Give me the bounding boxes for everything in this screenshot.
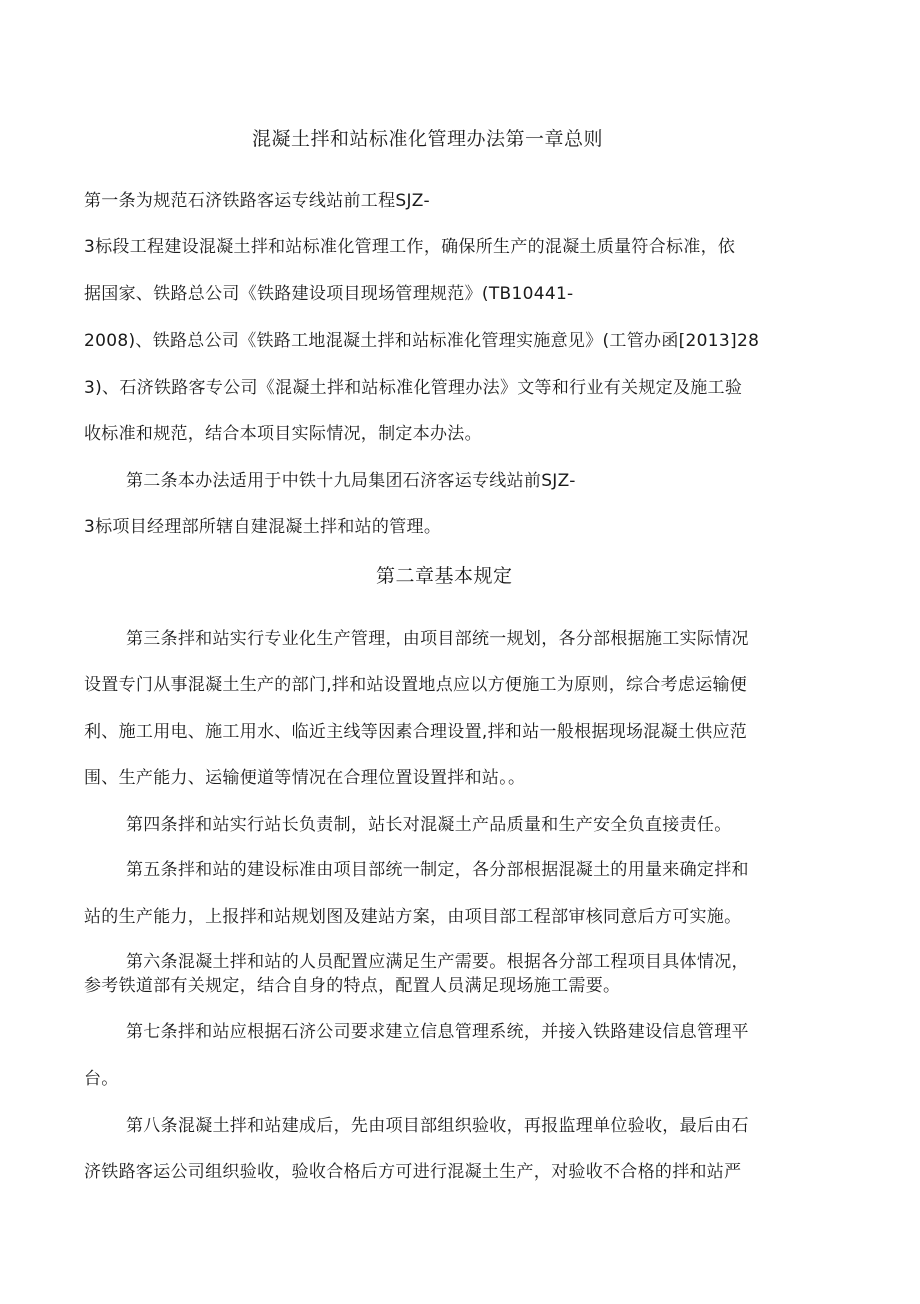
article-2-line-1: 第二条本办法适用于中铁十九局集团石济客运专线站前SJZ- — [126, 471, 576, 491]
article-1-line-1: 第一条为规范石济铁路客运专线站前工程SJZ- — [84, 191, 430, 211]
article-3-line-4: 围、生产能力、运输便道等情况在合理位置设置拌和站。。 — [84, 768, 526, 788]
article-8-line-2: 济铁路客运公司组织验收，验收合格后方可进行混凝土生产，对验收不合格的拌和站严 — [84, 1162, 742, 1182]
chapter-2-title: 第二章基本规定 — [376, 565, 513, 587]
article-1-line-6: 收标准和规范，结合本项目实际情况，制定本办法。 — [84, 424, 482, 444]
article-3-line-2: 设置专门从事混凝土生产的部门,拌和站设置地点应以方便施工为原则，综合考虑运输便 — [84, 675, 748, 695]
article-2-line-2: 3标项目经理部所辖自建混凝土拌和站的管理。 — [84, 517, 442, 537]
article-1-line-5: 3)、石济铁路客专公司《混凝土拌和站标准化管理办法》文等和行业有关规定及施工验 — [84, 378, 743, 398]
article-5-line-2: 站的生产能力，上报拌和站规划图及建站方案，由项目部工程部审核同意后方可实施。 — [84, 907, 742, 927]
article-6-line-2: 参考铁道部有关规定，结合自身的特点，配置人员满足现场施工需要。 — [84, 976, 621, 996]
article-5-line-1: 第五条拌和站的建设标准由项目部统一制定，各分部根据混凝土的用量来确定拌和 — [126, 860, 749, 880]
article-1-line-3: 据国家、铁路总公司《铁路建设项目现场管理规范》(TB10441- — [84, 284, 574, 304]
article-4-line-1: 第四条拌和站实行站长负责制，站长对混凝土产品质量和生产安全负直接责任。 — [126, 815, 732, 835]
article-3-line-3: 利、施工用电、施工用水、临近主线等因素合理设置,拌和站一般根据现场混凝土供应范 — [84, 722, 748, 742]
document-title: 混凝土拌和站标准化管理办法第一章总则 — [252, 128, 604, 150]
article-8-line-1: 第八条混凝土拌和站建成后，先由项目部组织验收，再报监理单位验收，最后由石 — [126, 1116, 749, 1136]
article-3-line-1: 第三条拌和站实行专业化生产管理，由项目部统一规划，各分部根据施工实际情况 — [126, 629, 749, 649]
article-1-line-4: 2008)、铁路总公司《铁路工地混凝土拌和站标准化管理实施意见》(工管办函[2013]28 — [84, 331, 760, 351]
article-1-line-2: 3标段工程建设混凝土拌和站标准化管理工作，确保所生产的混凝土质量符合标准，依 — [84, 237, 736, 257]
article-7-line-1: 第七条拌和站应根据石济公司要求建立信息管理系统，并接入铁路建设信息管理平 — [126, 1022, 749, 1042]
article-6-line-1: 第六条混凝土拌和站的人员配置应满足生产需要。根据各分部工程项目具体情况， — [126, 952, 749, 972]
article-7-line-2: 台。 — [84, 1069, 119, 1089]
